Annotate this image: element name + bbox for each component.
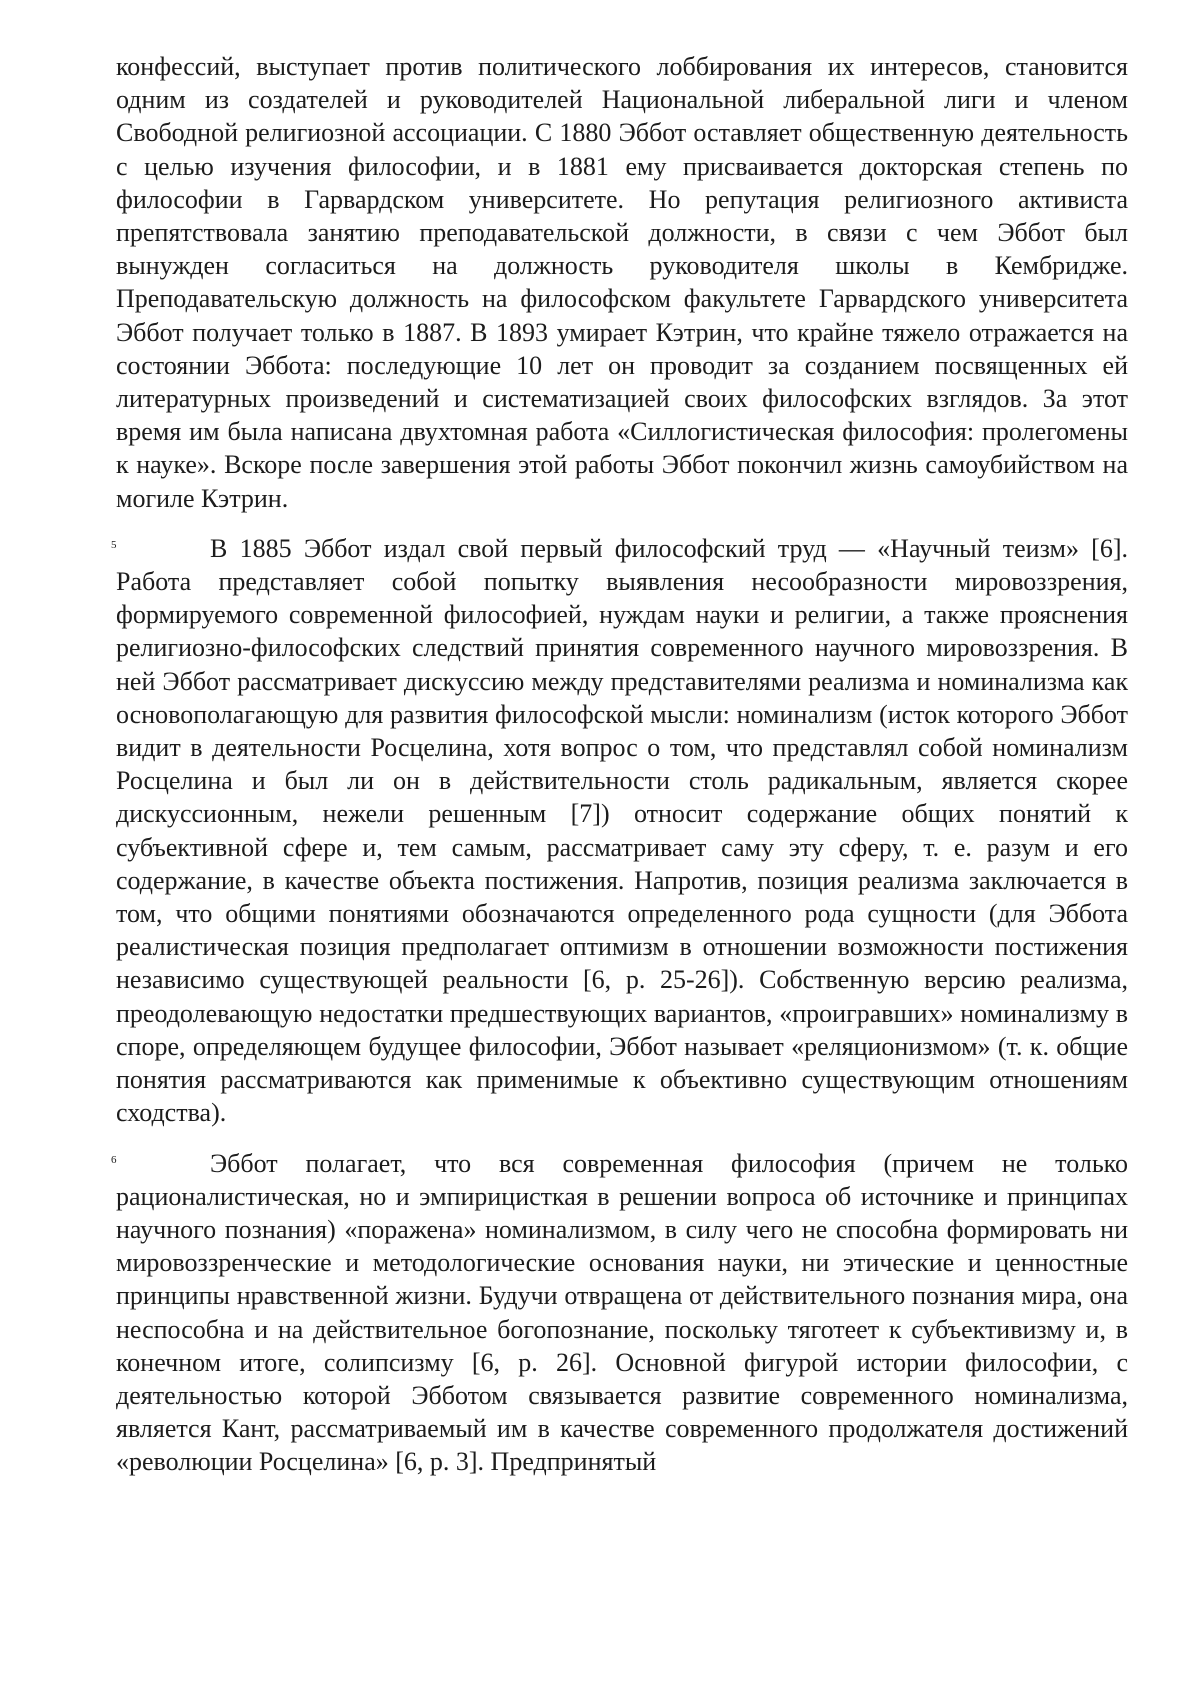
paragraph-5	[116, 532, 1128, 1130]
paragraph-6	[116, 1147, 1128, 1479]
paragraph-text: Эббот полагает, что вся современная философия (причем не только рационалистическая, но и эмпирицисткая в решении вопроса об источнике и принципах научного познания) «поражена» номинализмом, в силу чего не способна формировать ни мировоззренческие и методологические основания науки, ни этические и ценностные принципы нравственной жизни. Будучи отвращена от действительного познания мира, она неспособна и на действительное богопознание, поскольку тяготеет к субъективизму и, в конечном итоге, солипсизму [6, p. 26]. Основной фигурой истории философии, с деятельностью которой Эбботом связывается развитие современного номинализма, является Кант, рассматриваемый им в качестве современного продолжателя достижений «революции Росцелина» [6, p. 3]. Предпринятый	[116, 1149, 1128, 1477]
paragraph-intro: конфессий, выступает против политического лоббирования их интересов, становится одним из создателей и руководителей Национальной либеральной лиги и членом Свободной религиозной ассоциации. С 1880 Эббот оставляет общественную деятельность с целью изучения философии, и в 1881 ему присваивается докторская степень по философии в Гарвардском университете. Но репутация религиозного активиста препятствовала занятию преподавательской должности, в связи с чем Эббот был вынужден согласиться на должность руководителя школы в Кембридже. Преподавательскую должность на философском факультете Гарвардского университета Эббот получает только в 1887. В 1893 умирает Кэтрин, что крайне тяжело отражается на состоянии Эббота: последующие 10 лет он проводит за созданием посвященных ей литературных произведений и систематизацией своих философских взглядов. За этот время им была написана двухтомная работа «Силлогистическая философия: пролегомены к науке». Вскоре после завершения этой работы Эббот покончил жизнь самоубийством на могиле Кэтрин.	[116, 50, 1128, 515]
paragraph-text: В 1885 Эббот издал свой первый философский труд — «Научный теизм» [6]. Работа представляет собой попытку выявления несообразности мировоззрения, формируемого современной философией, нуждам науки и религии, а также прояснения религиозно-философских следствий принятия современного научного мировоззрения. В ней Эббот рассматривает дискуссию между представителями реализма и номинализма как основополагающую для развития философской мысли: номинализм (исток которого Эббот видит в деятельности Росцелина, хотя вопрос о том, что представлял собой номинализм Росцелина и был ли он в действительности столь радикальным, является скорее дискуссионным, нежели решенным [7]) относит содержание общих понятий к субъективной сфере и, тем самым, рассматривает саму эту сферу, т. е. разум и его содержание, в качестве объекта постижения. Напротив, позиция реализма заключается в том, что общими понятиями обозначаются определенного рода сущности (для Эббота реалистическая позиция предполагает оптимизм в отношении возможности постижения независимо существующей реальности [6, p. 25-26]). Собственную версию реализма, преодолевающую недостатки предшествующих вариантов, «проигравших» номинализму в споре, определяющем будущее философии, Эббот называет «реляционизмом» (т. к. общие понятия рассматриваются как применимые к объективно существующим отношениям сходства).	[116, 534, 1128, 1127]
document-page	[116, 50, 1128, 1479]
paragraph-number: 5	[111, 532, 117, 558]
paragraph-number: 6	[111, 1147, 117, 1173]
